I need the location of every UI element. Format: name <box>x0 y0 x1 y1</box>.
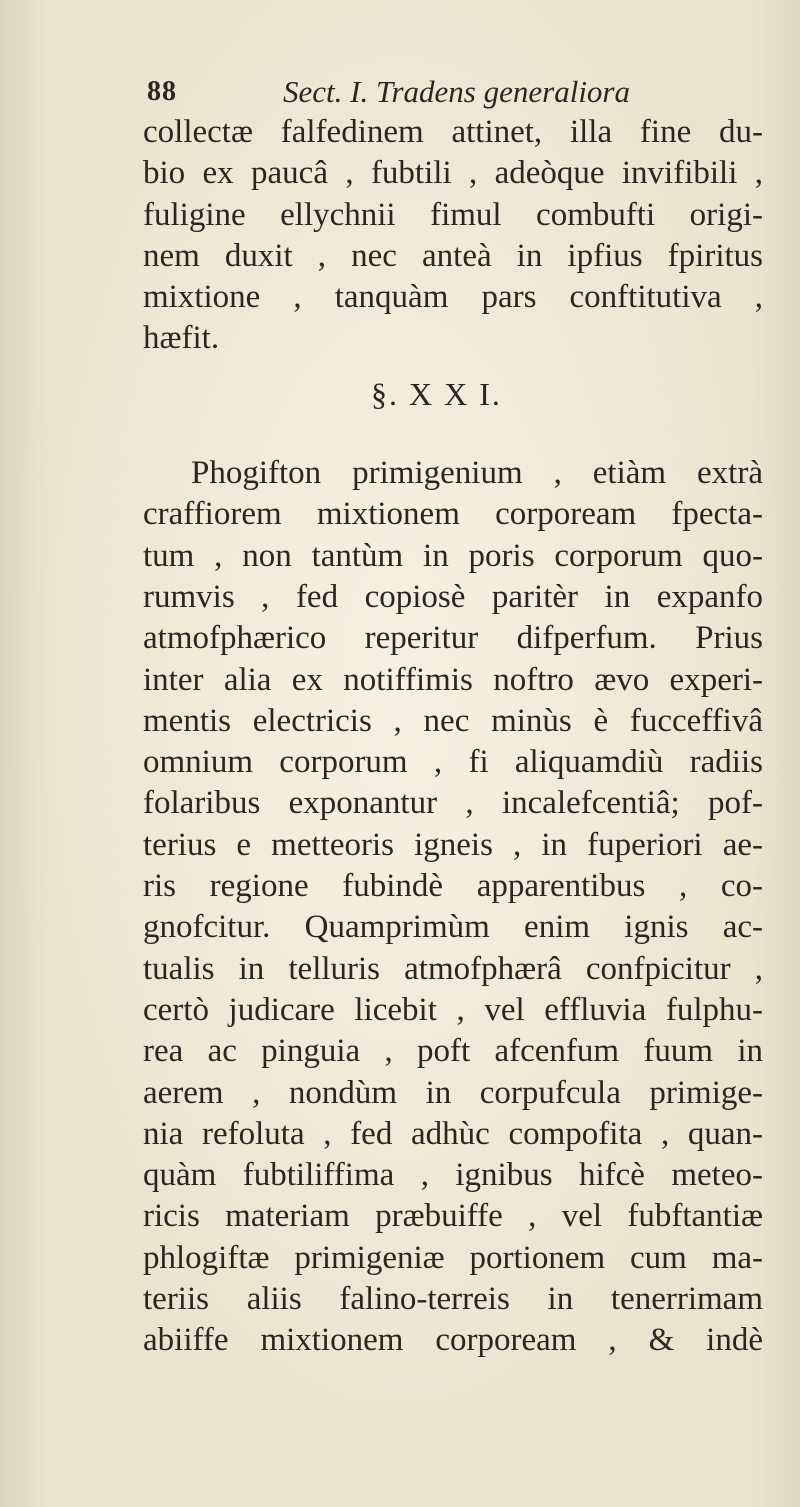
page-header <box>143 70 673 114</box>
text-line: rea ac pinguia , poft afcenfum fuum in <box>143 1033 763 1070</box>
text-line: rumvis , fed copiosè paritèr in expanfo <box>143 578 763 615</box>
text-line: inter alia ex notiffimis noftro ævo experi- <box>143 661 763 698</box>
text-line: collectæ falfedinem attinet, illa fine du- <box>143 114 763 150</box>
text-line: tum , non tantùm in poris corporum quo- <box>143 537 763 574</box>
text-line: bio ex paucâ , fubtili , adeòque invifibili , <box>143 155 763 192</box>
text-line: ris regione fubindè apparentibus , co- <box>143 868 763 905</box>
text-line: omnium corporum , fi aliquamdiù radiis <box>143 744 763 781</box>
text-line: aerem , nondùm in corpufcula primige- <box>143 1074 763 1111</box>
text-line: certò judicare licebit , vel effluvia fulphu- <box>143 991 763 1028</box>
text-line: nia refoluta , fed adhùc compofita , quan- <box>143 1115 763 1152</box>
text-line: atmofphærico reperitur difperfum. Prius <box>143 620 763 657</box>
text-line: craffiorem mixtionem corpoream fpecta- <box>143 496 763 533</box>
text-line: quàm fubtiliffima , ignibus hifcè meteo- <box>143 1157 763 1194</box>
text-line: phlogiftæ primigeniæ portionem cum ma- <box>143 1239 763 1276</box>
text-line: abiiffe mixtionem corpoream , & indè <box>143 1322 763 1359</box>
paragraph-section-xxi <box>143 453 763 1362</box>
section-heading: §. X X I. <box>371 375 502 412</box>
paragraph-continued <box>143 112 763 360</box>
body-text <box>143 112 763 1362</box>
text-line: fuligine ellychnii fimul combufti origi- <box>143 196 763 233</box>
text-line: teriis aliis falino-terreis in tenerrimam <box>143 1281 763 1318</box>
text-line: folaribus exponantur , incalefcentiâ; pof- <box>143 785 763 822</box>
text-line: Phogifton primigenium , etiàm extrà <box>191 455 763 492</box>
text-line: tualis in telluris atmofphærâ confpicitur , <box>143 950 763 987</box>
text-line: nem duxit , nec anteà in ipfius fpiritus <box>143 237 763 274</box>
text-line: mentis electricis , nec minùs è fucceffivâ <box>143 702 763 739</box>
running-head: Sect. I. Tradens generaliora <box>283 74 630 109</box>
text-line: ricis materiam præbuiffe , vel fubftantiæ <box>143 1198 763 1235</box>
text-line: gnofcitur. Quamprimùm enim ignis ac- <box>143 909 763 946</box>
text-line: terius e metteoris igneis , in fuperiori ae- <box>143 826 763 863</box>
page-number: 88 <box>147 76 177 107</box>
text-line: hæfit. <box>143 320 220 357</box>
text-line: mixtione , tanquàm pars conftitutiva , <box>143 279 763 316</box>
